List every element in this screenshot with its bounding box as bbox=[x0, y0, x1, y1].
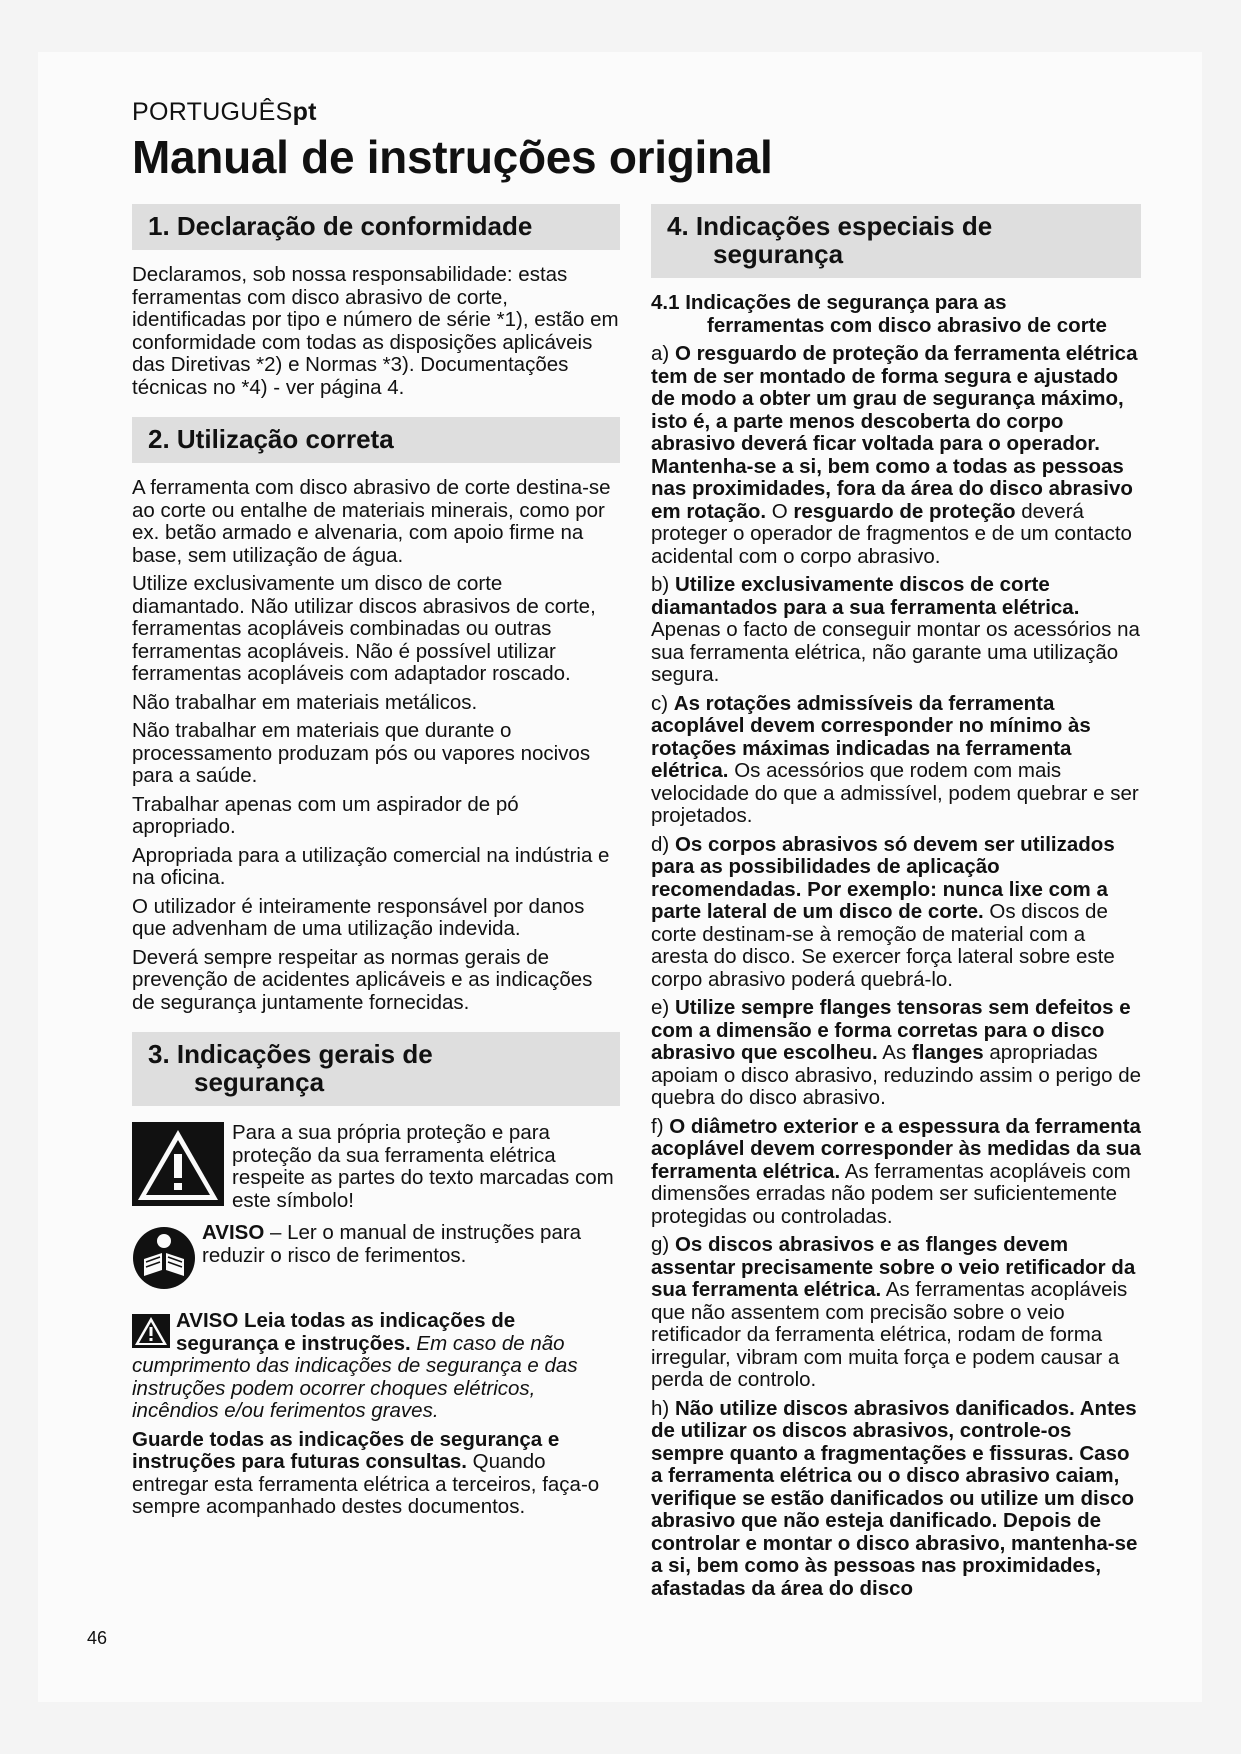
usage-paragraph: Deverá sempre respeitar as normas gerais de prevenção de acidentes aplicáveis e as indicações de segurança juntamente fornecidas. bbox=[132, 945, 593, 1014]
usage-paragraph: Não trabalhar em materiais que durante o processamento produzam pós ou vapores nocivos para a saúde. bbox=[132, 719, 591, 787]
usage-paragraphs bbox=[132, 477, 620, 1014]
item-e: e) Utilize sempre flanges tensoras sem defeitos e com a dimensão e forma corretas para o disco abrasivo que escolheu. As flanges apropriadas apoiam o disco abrasivo, reduzindo assim o perigo de quebra do disco abrasivo. bbox=[651, 996, 1141, 1109]
usage-paragraph: Trabalhar apenas com um aspirador de pó apropriado. bbox=[132, 792, 519, 838]
item-f: f) O diâmetro exterior e a espessura da ferramenta acoplável devem corresponder às medidas da sua ferramenta elétrica. As ferramentas acopláveis com dimensões erradas não podem ser suficientemente protegidas ou controladas. bbox=[651, 1114, 1141, 1228]
general-warning-text: AVISO Leia todas as indicações de segurança e instruções. Em caso de não cumprimento das indicações de segurança e das instruções podem ocorrer choques elétricos, incêndios e/ou ferimentos graves. bbox=[132, 1309, 578, 1422]
item-d: d) Os corpos abrasivos só devem ser utilizados para as possibilidades de aplicação recomendadas. Por exemplo: nunca lixe com a parte lateral de um disco de corte. Os discos de corte destinam-se à remoção de material com a aresta do disco. Se exercer força lateral sobre este corpo abrasivo poderá quebrá-lo. bbox=[651, 832, 1115, 991]
symbol-notice-text: Para a sua própria proteção e para proteção da sua ferramenta elétrica respeite as partes do texto marcadas com este símbolo! bbox=[232, 1121, 614, 1212]
item-h: h) Não utilize discos abrasivos danificados. Antes de utilizar os discos abrasivos, controle-os sempre quanto a fragmentações e fissuras. Caso a ferramenta elétrica ou o disco abrasivo caiam, verifique se estão danificados ou utilize um disco abrasivo que não esteja danificado. Depois de controlar e montar o disco abrasivo, mantenha-se a si, bem como às pessoas nas proximidades, afastadas da área do disco bbox=[651, 1396, 1138, 1600]
usage-paragraph: Não trabalhar em materiais metálicos. bbox=[132, 690, 478, 714]
symbol-notice bbox=[132, 1122, 620, 1212]
item-g: g) Os discos abrasivos e as flanges devem assentar precisamente sobre o veio retificador da sua ferramenta elétrica. As ferramentas acopláveis que não assentem com precisão sobre o veio retificador da ferramenta elétrica, rodam de forma irregular, vibram com muita força e podem causar a perda de controlo. bbox=[651, 1233, 1136, 1391]
warning-triangle-small-icon bbox=[132, 1314, 170, 1348]
item-c: c) As rotações admissíveis da ferramenta acoplável devem corresponder no mínimo às rotações máximas indicadas na ferramenta elétrica. Os acessórios que rodem com mais velocidade do que a admissível, podem quebrar e ser projetados. bbox=[651, 691, 1139, 827]
usage-paragraph: O utilizador é inteiramente responsável por danos que advenham de uma utilização indevida. bbox=[132, 894, 585, 940]
section-3-heading: 3. Indicações gerais de segurança bbox=[132, 1032, 620, 1106]
page-title: Manual de instruções original bbox=[132, 131, 773, 183]
language-label: PORTUGUÊSpt bbox=[132, 98, 317, 126]
section-2-heading: 2. Utilização correta bbox=[132, 417, 620, 463]
section-1-heading: 1. Declaração de conformidade bbox=[132, 204, 620, 250]
keep-instructions-text: Guarde todas as indicações de segurança e instruções para futuras consultas. Quando entregar esta ferramenta elétrica a terceiros, faça-o sempre acompanhado destes documentos. bbox=[132, 1427, 600, 1518]
page-number: 46 bbox=[87, 1628, 108, 1648]
general-warning bbox=[132, 1310, 620, 1423]
subsection-4-1-heading: 4.1 Indicações de segurança para as ferramentas com disco abrasivo de corte bbox=[651, 291, 1107, 337]
declaration-text: Declaramos, sob nossa responsabilidade: estas ferramentas com disco abrasivo de corte, identificadas por tipo e número de série *1), estão em conformidade com todas as disposições aplicáveis das Diretivas *2) e Normas *3). Documentações técnicas no *4) - ver página 4. bbox=[132, 263, 619, 399]
usage-paragraph: Utilize exclusivamente um disco de corte diamantado. Não utilizar discos abrasivos de corte, ferramentas acopláveis combinadas ou outras ferramentas acopláveis. Não é possível utilizar ferramentas acopláveis com adaptador roscado. bbox=[132, 572, 596, 685]
item-b: b) Utilize exclusivamente discos de corte diamantados para a sua ferramenta elétrica. Apenas o facto de conseguir montar os acessórios na sua ferramenta elétrica, não garante uma utilização segura. bbox=[651, 573, 1140, 686]
section-4-heading: 4. Indicações especiais de segurança bbox=[651, 204, 1141, 278]
read-manual-notice bbox=[132, 1220, 620, 1290]
read-manual-icon bbox=[132, 1226, 196, 1290]
read-manual-text: AVISO – Ler o manual de instruções para reduzir o risco de ferimentos. bbox=[202, 1221, 582, 1267]
right-column bbox=[651, 204, 1141, 1600]
usage-paragraph: Apropriada para a utilização comercial na indústria e na oficina. bbox=[132, 843, 610, 889]
warning-triangle-icon bbox=[132, 1122, 224, 1206]
left-column bbox=[132, 204, 620, 1519]
item-a: a) O resguardo de proteção da ferramenta elétrica tem de ser montado de forma segura e ajustado de modo a obter um grau de segurança máximo, isto é, a parte menos descoberta do corpo abrasivo deverá ficar voltada para o operador. Mantenha-se a si, bem como a todas as pessoas nas proximidades, fora da área do disco abrasivo em rotação. O resguardo de proteção deverá proteger o operador de fragmentos e de um contacto acidental com o corpo abrasivo. bbox=[651, 342, 1138, 568]
usage-paragraph: A ferramenta com disco abrasivo de corte destina-se ao corte ou entalhe de materiais minerais, como por ex. betão armado e alvenaria, com apoio firme na base, sem utilização de água. bbox=[132, 476, 611, 567]
